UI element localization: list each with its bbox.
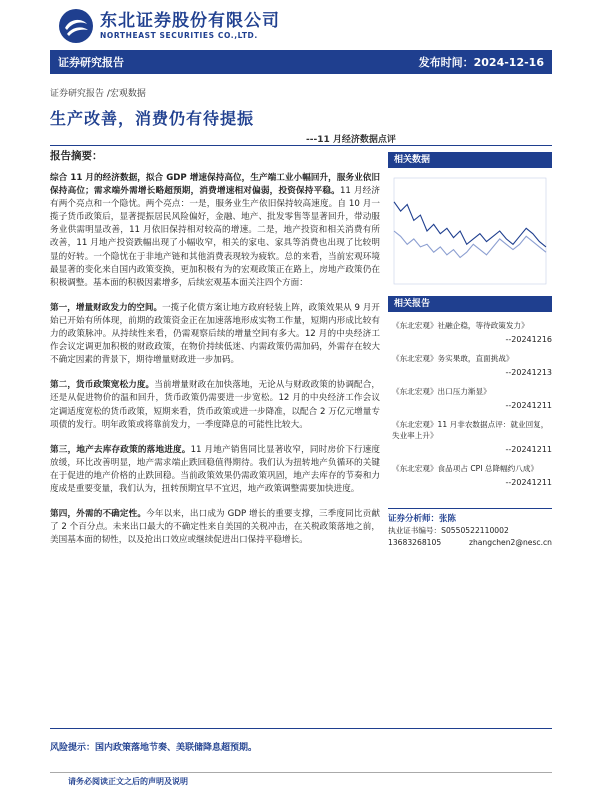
footer-disclaimer: 请务必阅读正文之后的声明及说明 <box>68 777 188 786</box>
publish-date: 发布时间：2024-12-16 <box>418 56 544 69</box>
paragraph-lead: 第三，地产去库存政策的落地进度。 <box>50 444 191 455</box>
analyst-email[interactable]: zhangchen2@nesc.cn <box>468 538 552 547</box>
reports-heading: 相关报告 <box>388 296 552 312</box>
report-date: --20241211 <box>505 478 552 487</box>
title-divider <box>50 145 552 146</box>
footer-divider <box>50 772 552 773</box>
related-data-chart <box>388 168 552 296</box>
report-title[interactable]: 《东北宏观》11 月非农数据点评：就业回复，失业率上升》 <box>392 420 549 440</box>
sidebar <box>388 152 552 549</box>
report-date: --20241216 <box>505 335 552 344</box>
paragraph-text: 一揽子化债方案让地方政府轻装上阵，政策效果从 9 月开始已开始有所体现，前期的政策资金正在加速落地形成实物工作量，短期内形成比较有力的政策脉冲。从持续性来看，仍需观察后续的增量空间有多大。12 月的中央经济工作会议定调更加积极的财政政策，在物价持续低迷、内需政策仍需加码，外需存在较大不确定因素的背景下，期待增量财政进一步加码。 <box>50 302 380 366</box>
paragraph-lead: 第二，货币政策宽松力度。 <box>50 380 155 391</box>
page-title: 生产改善，消费仍有待提振 <box>50 109 255 128</box>
report-date: --20241211 <box>505 445 552 454</box>
report-item[interactable] <box>392 419 552 455</box>
report-item[interactable] <box>392 386 552 411</box>
company-name-en: NORTHEAST SECURITIES CO.,LTD. <box>100 31 258 40</box>
paragraph-external <box>50 508 380 547</box>
related-reports-list <box>388 320 552 488</box>
analyst-info <box>388 508 552 549</box>
company-name-cn: 东北证券股份有限公司 <box>100 11 280 31</box>
page-subtitle: ---11 月经济数据点评 <box>306 135 396 145</box>
paragraph-text: 11 月地产销售同比显著收窄，同时房价下行速度放缓，环比改善明显，地产需求端止跌回稳值得期待。我们认为扭转地产负循环的关键在于促进的地产价格的止跌回稳。当前政策效果仍需政策巩固，地产去库存的节奏和力度成是重要变量，我们认为，扭转预期宜早不宜迟，地产政策调整需要加快进度。 <box>50 444 380 494</box>
chart-canvas <box>388 168 552 296</box>
risk-warning: 风险提示：国内政策落地节奏、美联储降息超预期。 <box>50 743 258 753</box>
breadcrumb: 证券研究报告 /宏观数据 <box>50 89 146 99</box>
paragraph-lead: 综合 11 月的经济数据，拟合 GDP 增速保持高位，生产端工业小幅回升，服务业依旧保持高位；需求端外需增长略超预期，消费增速相对偏弱，投资保持平稳。 <box>50 173 380 197</box>
summary-heading: 报告摘要： <box>50 150 103 162</box>
paragraph-text: 11 月经济有两个亮点和一个隐忧。两个亮点：一是，服务业生产依旧保持较高速度。自 10 月一揽子货币政策后，显著提振居民风险偏好，金融、地产、批发零售等显著回升，带动服务业供需明显改善，11 月依旧保持相对较高的增速。二是，地产投资和相关消费有所改善，11 月地产投资跌幅出现了小幅收窄，相关的家电、家具等消费也出现了比较明显的好转。一个隐忧在于非地产链和其他消费表现较为疲软。总的来看，当前宏观环境最显著的变化来自国内政策变换，更加积极有为的宏观政策正在路上，房地产政策仍在积极调整。基本面的积极因素增多，后续宏观基本面关注四个方面： <box>50 186 380 288</box>
chart-heading: 相关数据 <box>388 152 552 168</box>
paragraph-lead: 第四，外需的不确定性。 <box>50 509 147 520</box>
paragraph-overview <box>50 172 380 290</box>
report-date: --20241213 <box>505 368 552 377</box>
report-title[interactable]: 《东北宏观》务实果敢，直面挑战》 <box>392 354 514 363</box>
paragraph-monetary <box>50 379 380 431</box>
company-logo <box>58 8 280 44</box>
report-body <box>50 172 380 559</box>
paragraph-property <box>50 444 380 496</box>
paragraph-text: 今年以来，出口成为 GDP 增长的重要支撑，三季度同比贡献了 2 个百分点。未来出口最大的不确定性来自美国的关税冲击，在关税政策落地之前，美国基本面的韧性，以及抢出口效应或继续促进出口保持平稳增长。 <box>50 509 380 546</box>
report-item[interactable] <box>392 353 552 378</box>
chart-frame <box>394 178 546 284</box>
report-item[interactable] <box>392 320 552 345</box>
report-title[interactable]: 《东北宏观》出口压力渐显》 <box>392 387 491 396</box>
paragraph-lead: 第一，增量财政发力的空间。 <box>50 302 163 313</box>
report-title[interactable]: 《东北宏观》食品项占 CPI 总降幅约八成》 <box>392 464 539 473</box>
paragraph-text: 当前增量财政在加快落地，无论从与财政政策的协调配合，还是从促进物价的温和回升，货币政策仍需要进一步宽松。12 月的中央经济工作会议定调适度宽松的货币政策，短期来看，货币政策或进一步降准，以配合 2 万亿元增量专项债的发行。明年政策或将靠前发力，一季度降息的可能性比较大。 <box>50 380 380 430</box>
analyst-phone: 13683268105 <box>388 538 442 547</box>
chart-series-line-2 <box>394 231 546 258</box>
company-logo-icon <box>58 8 94 44</box>
analyst-name: 证券分析师：张陈 <box>388 514 457 524</box>
report-title[interactable]: 《东北宏观》社融企稳，等待政策发力》 <box>392 321 529 330</box>
risk-divider <box>50 728 552 729</box>
paragraph-fiscal <box>50 302 380 367</box>
report-item[interactable] <box>392 463 552 488</box>
analyst-cert: 执业证书编号：S0550522110002 <box>388 526 509 535</box>
report-type: 证券研究报告 <box>58 56 124 69</box>
header-banner <box>50 50 552 74</box>
report-date: --20241211 <box>505 401 552 410</box>
